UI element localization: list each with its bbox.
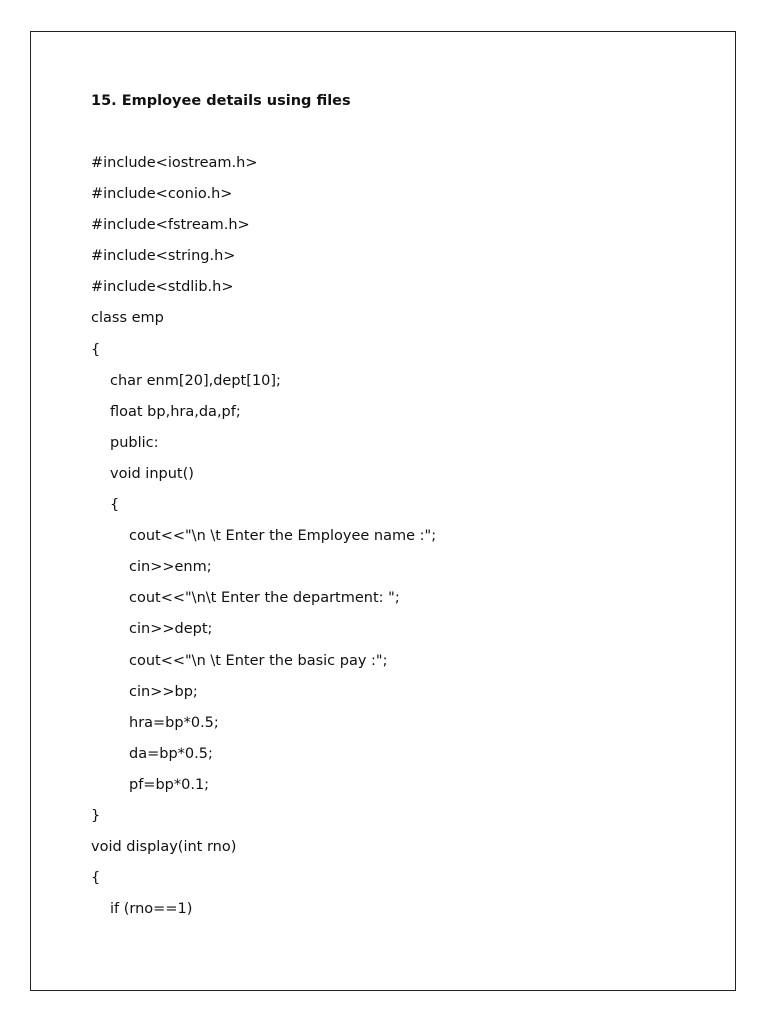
code-line: float bp,hra,da,pf;	[110, 403, 241, 420]
code-line: cin>>dept;	[129, 621, 213, 638]
code-line: da=bp*0.5;	[129, 745, 213, 762]
code-line: pf=bp*0.1;	[129, 776, 210, 793]
code-line: void display(int rno)	[91, 839, 237, 856]
code-line: cin>>bp;	[129, 683, 198, 700]
code-line: #include<stdlib.h>	[91, 279, 234, 296]
code-line: {	[91, 341, 101, 358]
code-line: char enm[20],dept[10];	[110, 372, 281, 389]
code-line: cout<<"\n \t Enter the basic pay :";	[129, 652, 388, 669]
code-line: cout<<"\n\t Enter the department: ";	[129, 590, 400, 607]
code-line: }	[91, 807, 101, 824]
code-line: cout<<"\n \t Enter the Employee name :";	[129, 528, 437, 545]
code-line: public:	[110, 434, 159, 451]
code-line: {	[110, 497, 120, 514]
code-line: cin>>enm;	[129, 559, 212, 576]
code-line: #include<iostream.h>	[91, 155, 258, 171]
code-line: #include<conio.h>	[91, 186, 233, 203]
document-title: 15. Employee details using files	[91, 93, 351, 109]
code-line: void input()	[110, 465, 194, 482]
code-line: #include<fstream.h>	[91, 217, 250, 234]
code-line: {	[91, 870, 101, 887]
code-block	[91, 148, 436, 925]
code-line: if (rno==1)	[110, 901, 193, 918]
code-line: hra=bp*0.5;	[129, 714, 219, 731]
code-line: class emp	[91, 310, 164, 327]
code-line: #include<string.h>	[91, 248, 236, 265]
